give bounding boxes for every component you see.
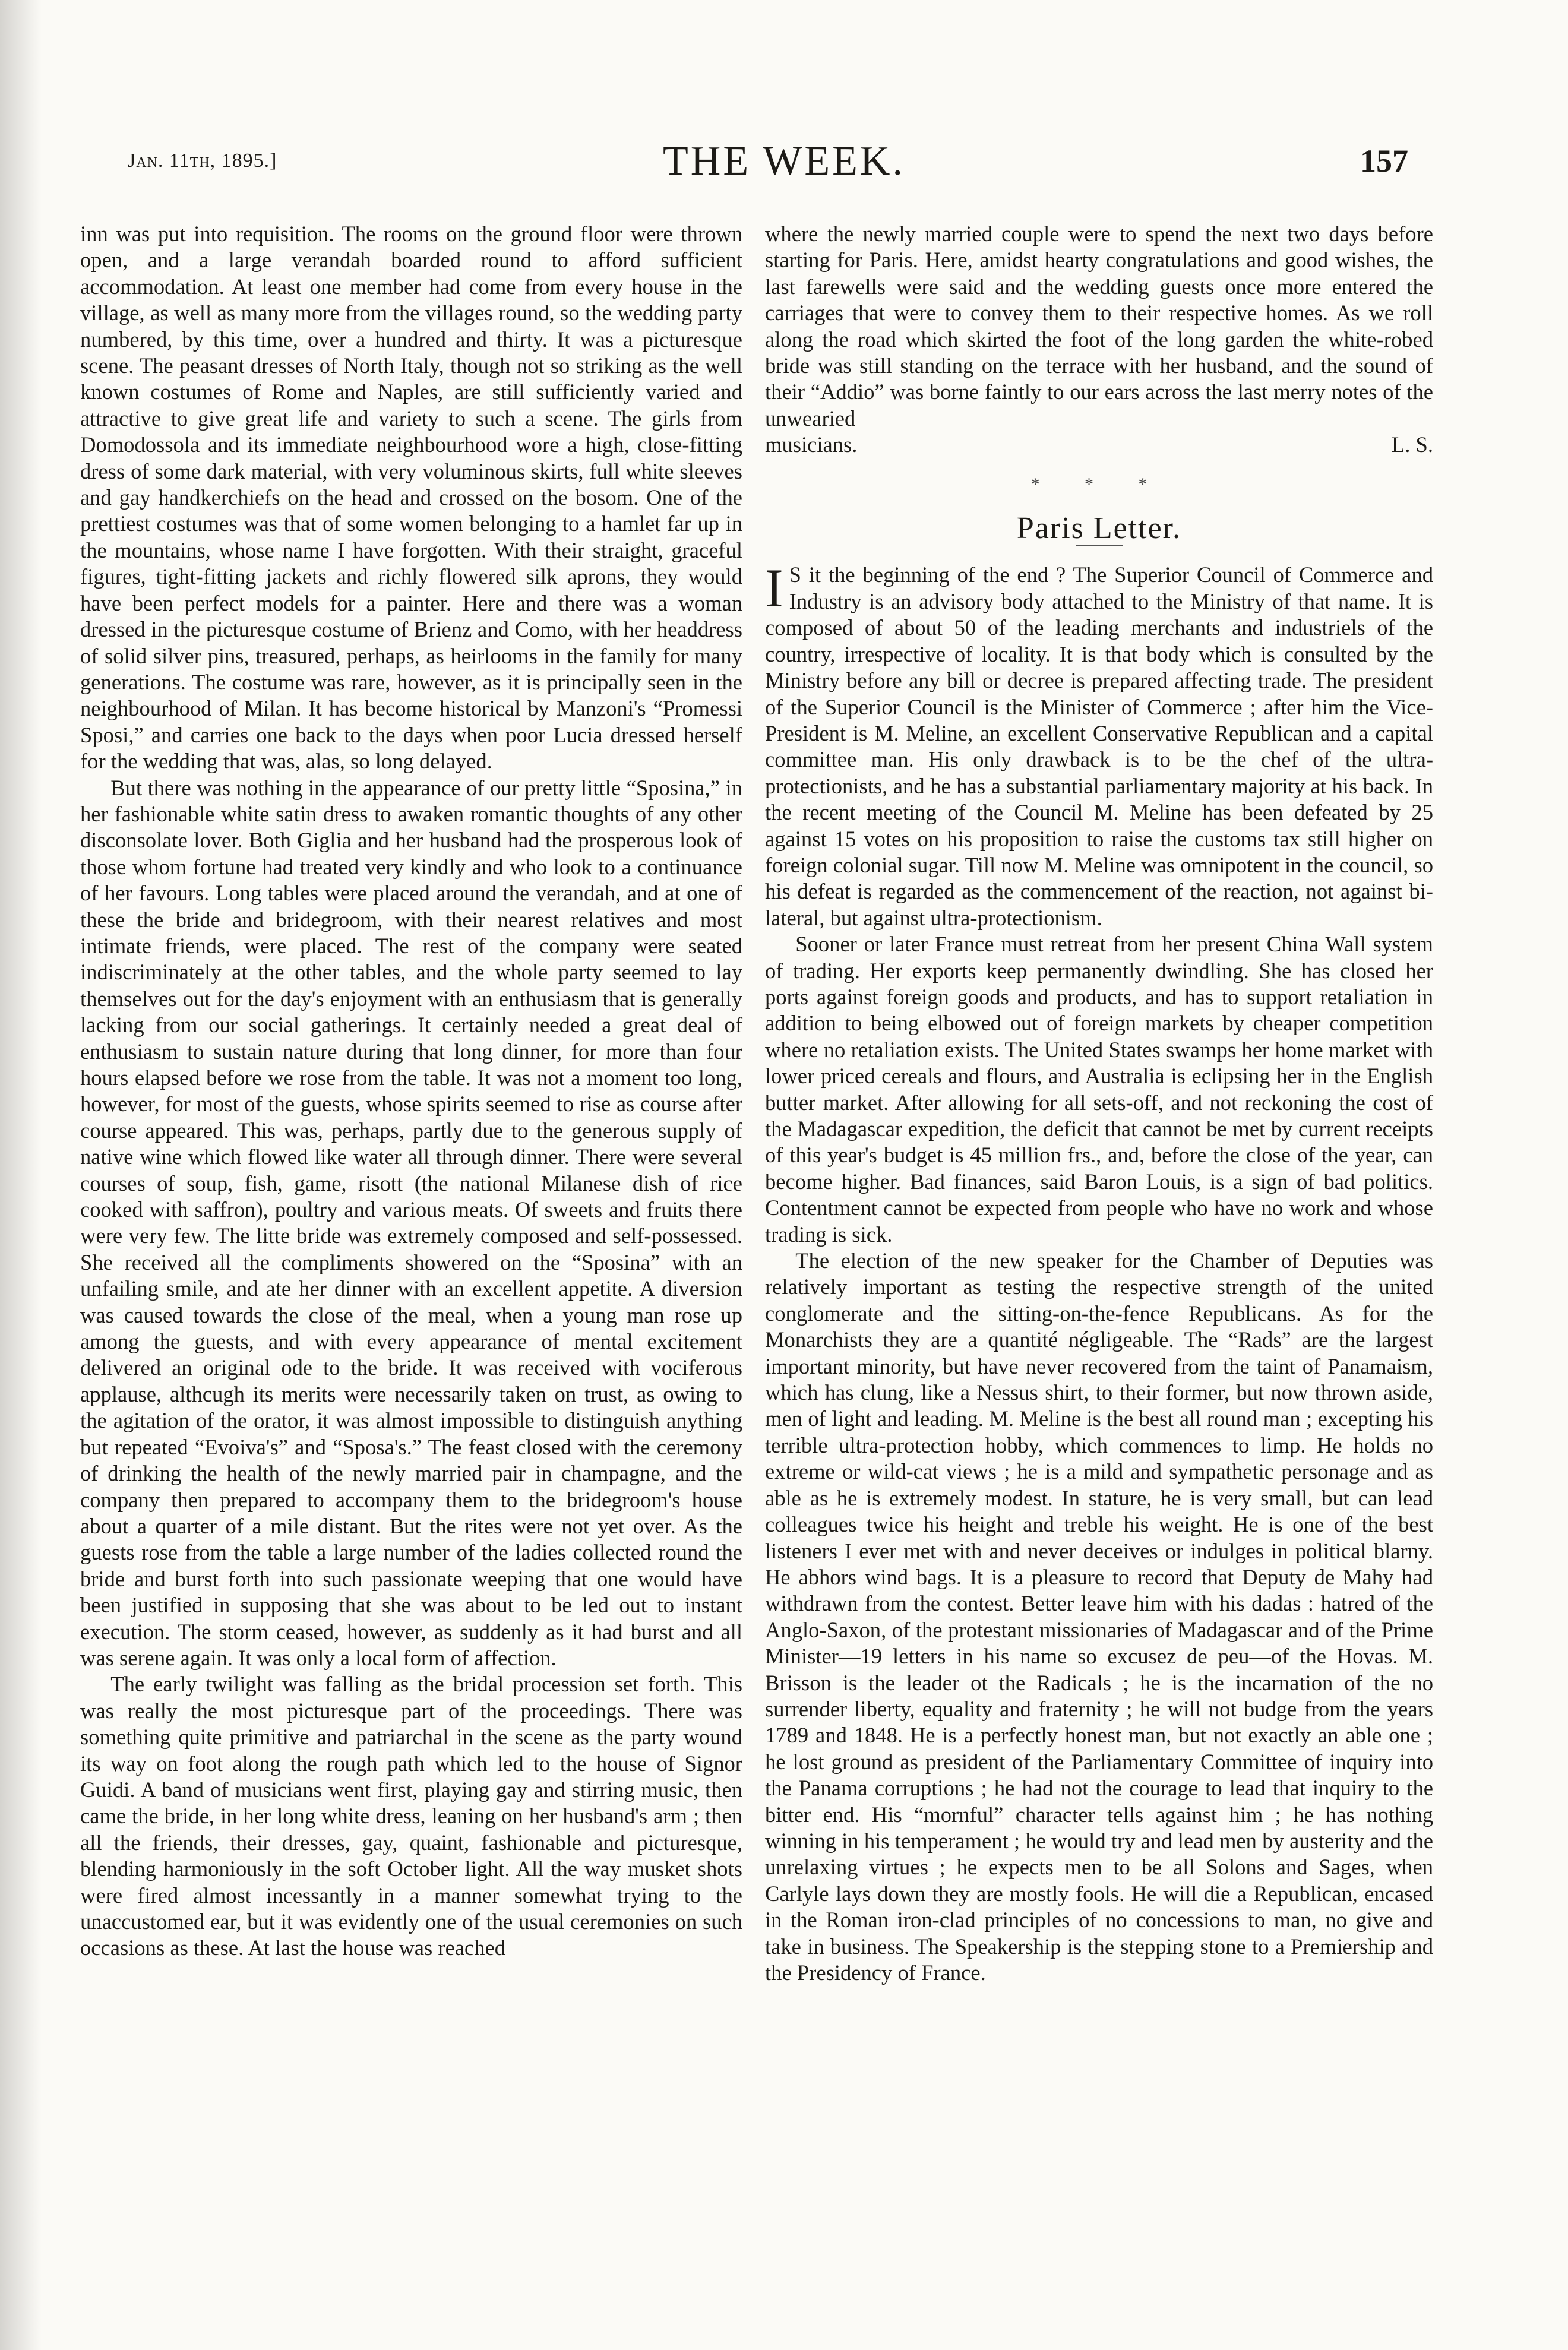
right-column: [765, 221, 1433, 1986]
left-paragraph-1: inn was put into requisition. The rooms on the ground floor were thrown open, and a large verandah boarded round to afford sufficient accommodation. At least one member had come from every house in the village, as well as many more from the villages round, so the wedding party numbered, by this time, over a hundred and thirty. It was a picturesque scene. The peasant dresses of North Italy, though not so striking as the well known costumes of Rome and Naples, are still sufficiently varied and attractive to give great life and variety to such a scene. The girls from Domodossola and its immediate neighbourhood wore a high, close-fitting dress of some dark material, with very voluminous skirts, full white sleeves and gay handkerchiefs on the head and crossed on the bosom. One of the prettiest costumes was that of some women belonging to a hamlet far up in the mountains, whose name I have forgotten. With their straight, graceful figures, tight-fitting jackets and richly flowered silk aprons, they would have been perfect models for a painter. Here and there was a woman dressed in the picturesque costume of Brienz and Como, with her headdress of solid silver pins, treasured, perhaps, as heirlooms in the family for many generations. The costume was rare, however, as it is principally seen in the neighbourhood of Milan. It has become historical by Manzoni's “Promessi Sposi,” and carries one back to the days when poor Lucia dressed herself for the wedding that was, alas, so long delayed.: [80, 222, 742, 774]
heading-rule: [1076, 545, 1123, 546]
section-divider-stars: * * *: [1030, 474, 1168, 494]
drop-cap: I: [765, 558, 783, 619]
paris-paragraph-3: The election of the new speaker for the Chamber of Deputies was relatively important as testing the respective strength of the united conglomerate and the sitting-on-the-fence Republicans. As for the Monarchists they are a quantité négligeable. The “Rads” are the largest important minority, but have never recovered from the taint of Panamaism, which has clung, like a Nessus shirt, to their former, but now thrown aside, men of light and leading. M. Meline is the best all round man ; excepting his terrible ultra-protection hobby, which commences to limp. He holds no extreme or wild-cat views ; he is a mild and sympathetic personage and as able as he is extremely modest. In stature, he is very small, but can lead colleagues twice his height and treble his weight. He is one of the best listeners I ever met with and never deceives or indulges in political blarny. He abhors wind bags. It is a pleasure to record that Deputy de Mahy had withdrawn from the contest. Better leave him with his dadas : hatred of the Anglo-Saxon, of the protestant missionaries of Madagascar and of the Prime Minister—19 letters in his name so excusez de peu—of the Hovas. M. Brisson is the leader ot the Radicals ; he is the incarnation of the no surrender liberty, equality and fraternity ; he will not budge from the years 1789 and 1848. He is a perfectly honest man, but not exactly an able one ; he lost ground as president of the Parliamentary Committee of inquiry into the Panama corruptions ; he had not the courage to lead that inquiry to the bitter end. His “mornful” character tells against him ; he has nothing winning in his temperament ; he would try and lead men by austerity and the unrelaxing virtues ; he expects men to be all Solons and Sages, when Carlyle lays down they are mostly fools. He will die a Republican, encased in the Roman iron-clad principles of no concessions to man, no give and take in business. The Speakership is the stepping stone to a Premiership and the Presidency of France.: [765, 1248, 1433, 1985]
signature-line: [765, 432, 1433, 458]
publication-title: THE WEEK.: [663, 138, 905, 184]
left-column: [80, 221, 742, 1962]
closing-word: musicians.: [765, 432, 858, 457]
page-edge-shadow: [0, 0, 42, 2350]
paris-paragraph-1-text: S it the beginning of the end ? The Superior Council of Commerce and Industry is an advisory body attached to the Ministry of that name. It is composed of about 50 of the leading merchants and industriels of the country, irrespective of locality. It is that body which is consulted by the Ministry before any bill or decree is prepared affecting trade. The president of the Superior Council is the Minister of Commerce ; after him the Vice-President is M. Meline, an excellent Conservative Republican and a capital committee man. His only drawback is to be the chef of the ultra-protectionists, and he has a substantial parliamentary majority at his back. In the recent meeting of the Council M. Meline has been defeated by 25 against 15 votes on his proposition to raise the customs tax still higher on foreign colonial sugar. Till now M. Meline was omnipotent in the council, so his defeat is regarded as the commencement of the reaction, not against bi-lateral, but against ultra-protectionism.: [765, 562, 1433, 930]
left-paragraph-3: The early twilight was falling as the bridal procession set forth. This was really the most picturesque part of the proceedings. There was something quite primitive and patriarchal in the scene as the party wound its way on foot along the rough path which led to the house of Signor Guidi. A band of musicians went first, playing gay and stirring music, then came the bride, in her long white dress, leaning on her husband's arm ; then all the friends, their dresses, gay, quaint, fashionable and picturesque, blending harmoniously in the soft October light. All the way musket shots were fired almost incessantly in a manner somewhat trying to the unaccustomed ear, but it was evidently one of the usual ceremonies on such occasions as these. At last the house was reached: [80, 1672, 742, 1960]
issue-date: Jan. 11th, 1895.]: [128, 150, 277, 172]
page-header: [0, 0, 1568, 196]
right-continuation: where the newly married couple were to spend the next two days before starting for Paris. Here, amidst hearty congratulations and good wishes, the last farewells were said and the wedding guests once more entered the carriages that were to convey them to their respective homes. As we roll along the road which skirted the foot of the long garden the white-robed bride was still standing on the terrace with her husband, and the sound of their “Addio” was borne faintly to our ears across the last merry notes of the unwearied: [765, 222, 1433, 431]
left-paragraph-2: But there was nothing in the appearance of our pretty little “Sposina,” in her fashionable white satin dress to awaken romantic thoughts of any other disconsolate lover. Both Giglia and her husband had the prosperous look of those whom fortune had treated very kindly and who look to a continuance of her favours. Long tables were placed around the verandah, and at one of these the bride and bridegroom, with their nearest relatives and most intimate friends, were placed. The rest of the company were seated indiscriminately at the other tables, and the whole party seemed to lay themselves out for the day's enjoyment with an enthusiasm that is generally lacking from our social gatherings. It certainly needed a great deal of enthusiasm to sustain nature during that long dinner, for more than four hours elapsed before we rose from the table. It was not a moment too long, however, for most of the guests, whose spirits seemed to rise as course after course appeared. This was, perhaps, partly due to the generous supply of native wine which flowed like water all through dinner. There were several courses of soup, fish, game, risott (the national Milanese dish of rice cooked with saffron), poultry and various meats. Of sweets and fruits there were very few. The litte bride was extremely composed and self-possessed. She received all the compliments showered on the “Sposina” with an unfailing smile, and ate her dinner with an excellent appetite. A diversion was caused towards the close of the meal, when a young man rose up among the guests, and with every appearance of mental excitement delivered an original ode to the bride. It was received with vociferous applause, althcugh its merits were necessarily taken on trust, as owing to the agitation of the orator, it was almost impossible to distinguish anything but repeated “Evoiva's” and “Sposa's.” The feast closed with the ceremony of drinking the health of the newly married pair in champagne, and the company then prepared to accompany them to the bridegroom's house about a quarter of a mile distant. But the rites were not yet over. As the guests rose from the table a large number of the ladies collected round the bride and burst forth into such passionate weeping that one would have been justified in supposing that she was about to be led out to instant execution. The storm ceased, however, as suddenly as it had burst and all was serene again. It was only a local form of affection.: [80, 775, 742, 1670]
section-heading: Paris Letter.: [1016, 511, 1182, 546]
page-number: 157: [1360, 143, 1408, 179]
author-signature: L. S.: [1391, 432, 1433, 457]
paris-paragraph-1: [765, 558, 1433, 931]
paris-paragraph-2: Sooner or later France must retreat from her present China Wall system of trading. Her exports keep permanently dwindling. She has closed her ports against foreign goods and products, and has to support retaliation in addition to being elbowed out of foreign markets by cheaper competition where no retaliation exists. The United States swamps her home market with lower priced cereals and flours, and Australia is eclipsing her in the English butter market. After allowing for all sets-off, and not reckoning the cost of the Madagascar expedition, the deficit that cannot be met by current receipts of this year's budget is 45 million frs., and, before the close of the year, can become higher. Bad finances, said Baron Louis, is a sign of bad politics. Contentment cannot be expected from people who have no work and whose trading is sick.: [765, 932, 1433, 1247]
